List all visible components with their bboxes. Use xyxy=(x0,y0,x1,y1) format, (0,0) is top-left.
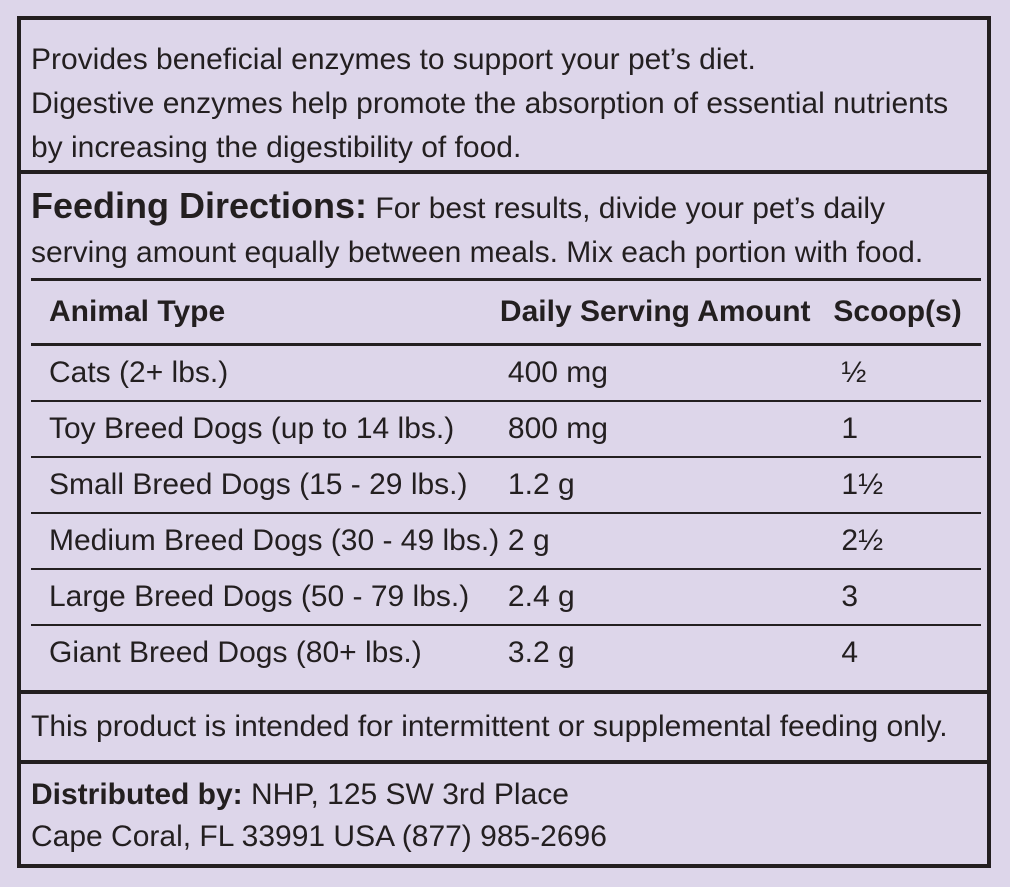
table-header-row xyxy=(31,280,981,345)
scoops-cell: 4 xyxy=(841,636,859,669)
animal-type-cell: Large Breed Dogs (50 - 79 lbs.) xyxy=(31,569,500,625)
column-header-daily-serving: Daily Serving Amount xyxy=(500,280,833,345)
scoops-cell: 1½ xyxy=(833,457,981,513)
intro-line-2: Digestive enzymes help promote the absorption of essential nutrients xyxy=(31,87,949,120)
intro-section xyxy=(21,20,987,170)
distributor-line-1 xyxy=(31,774,987,816)
daily-serving-cell: 2.4 g xyxy=(500,569,833,625)
scoops-cell: ½ xyxy=(833,345,981,402)
animal-type-cell: Cats (2+ lbs.) xyxy=(31,345,500,402)
feeding-directions-section xyxy=(21,174,987,690)
animal-type-cell: Medium Breed Dogs (30 - 49 lbs.) xyxy=(31,513,500,569)
daily-serving-cell: 3.2 g xyxy=(507,636,575,669)
scoops-cell: 3 xyxy=(833,569,981,625)
feeding-directions-line-2: serving amount equally between meals. Mix each portion with food. xyxy=(31,236,924,269)
table-row xyxy=(31,401,981,457)
table-row xyxy=(31,345,981,402)
intro-line-1: Provides beneficial enzymes to support your pet’s diet. xyxy=(31,43,756,76)
feeding-directions-line-1: For best results, divide your pet’s daily xyxy=(367,192,886,225)
feeding-notice: This product is intended for intermittent or supplemental feeding only. xyxy=(31,710,948,743)
distributor-address: NHP, 125 SW 3rd Place xyxy=(242,778,569,811)
column-header-animal-type: Animal Type xyxy=(31,280,500,345)
table-row xyxy=(31,625,981,680)
daily-serving-cell: 800 mg xyxy=(500,401,833,457)
scoops-cell: 1 xyxy=(833,401,981,457)
feeding-directions-text xyxy=(31,184,987,275)
daily-serving-cell: 2 g xyxy=(500,513,833,569)
product-label-panel xyxy=(17,16,991,868)
animal-type-cell: Giant Breed Dogs (80+ lbs.) xyxy=(49,636,422,669)
table-row xyxy=(31,569,981,625)
distributor-label: Distributed by: xyxy=(31,778,243,811)
animal-type-cell: Small Breed Dogs (15 - 29 lbs.) xyxy=(31,457,500,513)
table-row xyxy=(31,457,981,513)
animal-type-cell: Toy Breed Dogs (up to 14 lbs.) xyxy=(31,401,500,457)
daily-serving-cell: 400 mg xyxy=(500,345,833,402)
column-header-scoops: Scoop(s) xyxy=(833,280,981,345)
scoops-cell: 2½ xyxy=(833,513,981,569)
distributor-line-2: Cape Coral, FL 33991 USA (877) 985-2696 xyxy=(31,820,607,853)
serving-table xyxy=(31,278,981,680)
distributor-section xyxy=(21,764,987,864)
daily-serving-cell: 1.2 g xyxy=(500,457,833,513)
feeding-directions-heading: Feeding Directions: xyxy=(31,185,368,226)
table-row xyxy=(31,513,981,569)
intro-line-3: by increasing the digestibility of food. xyxy=(31,131,522,164)
